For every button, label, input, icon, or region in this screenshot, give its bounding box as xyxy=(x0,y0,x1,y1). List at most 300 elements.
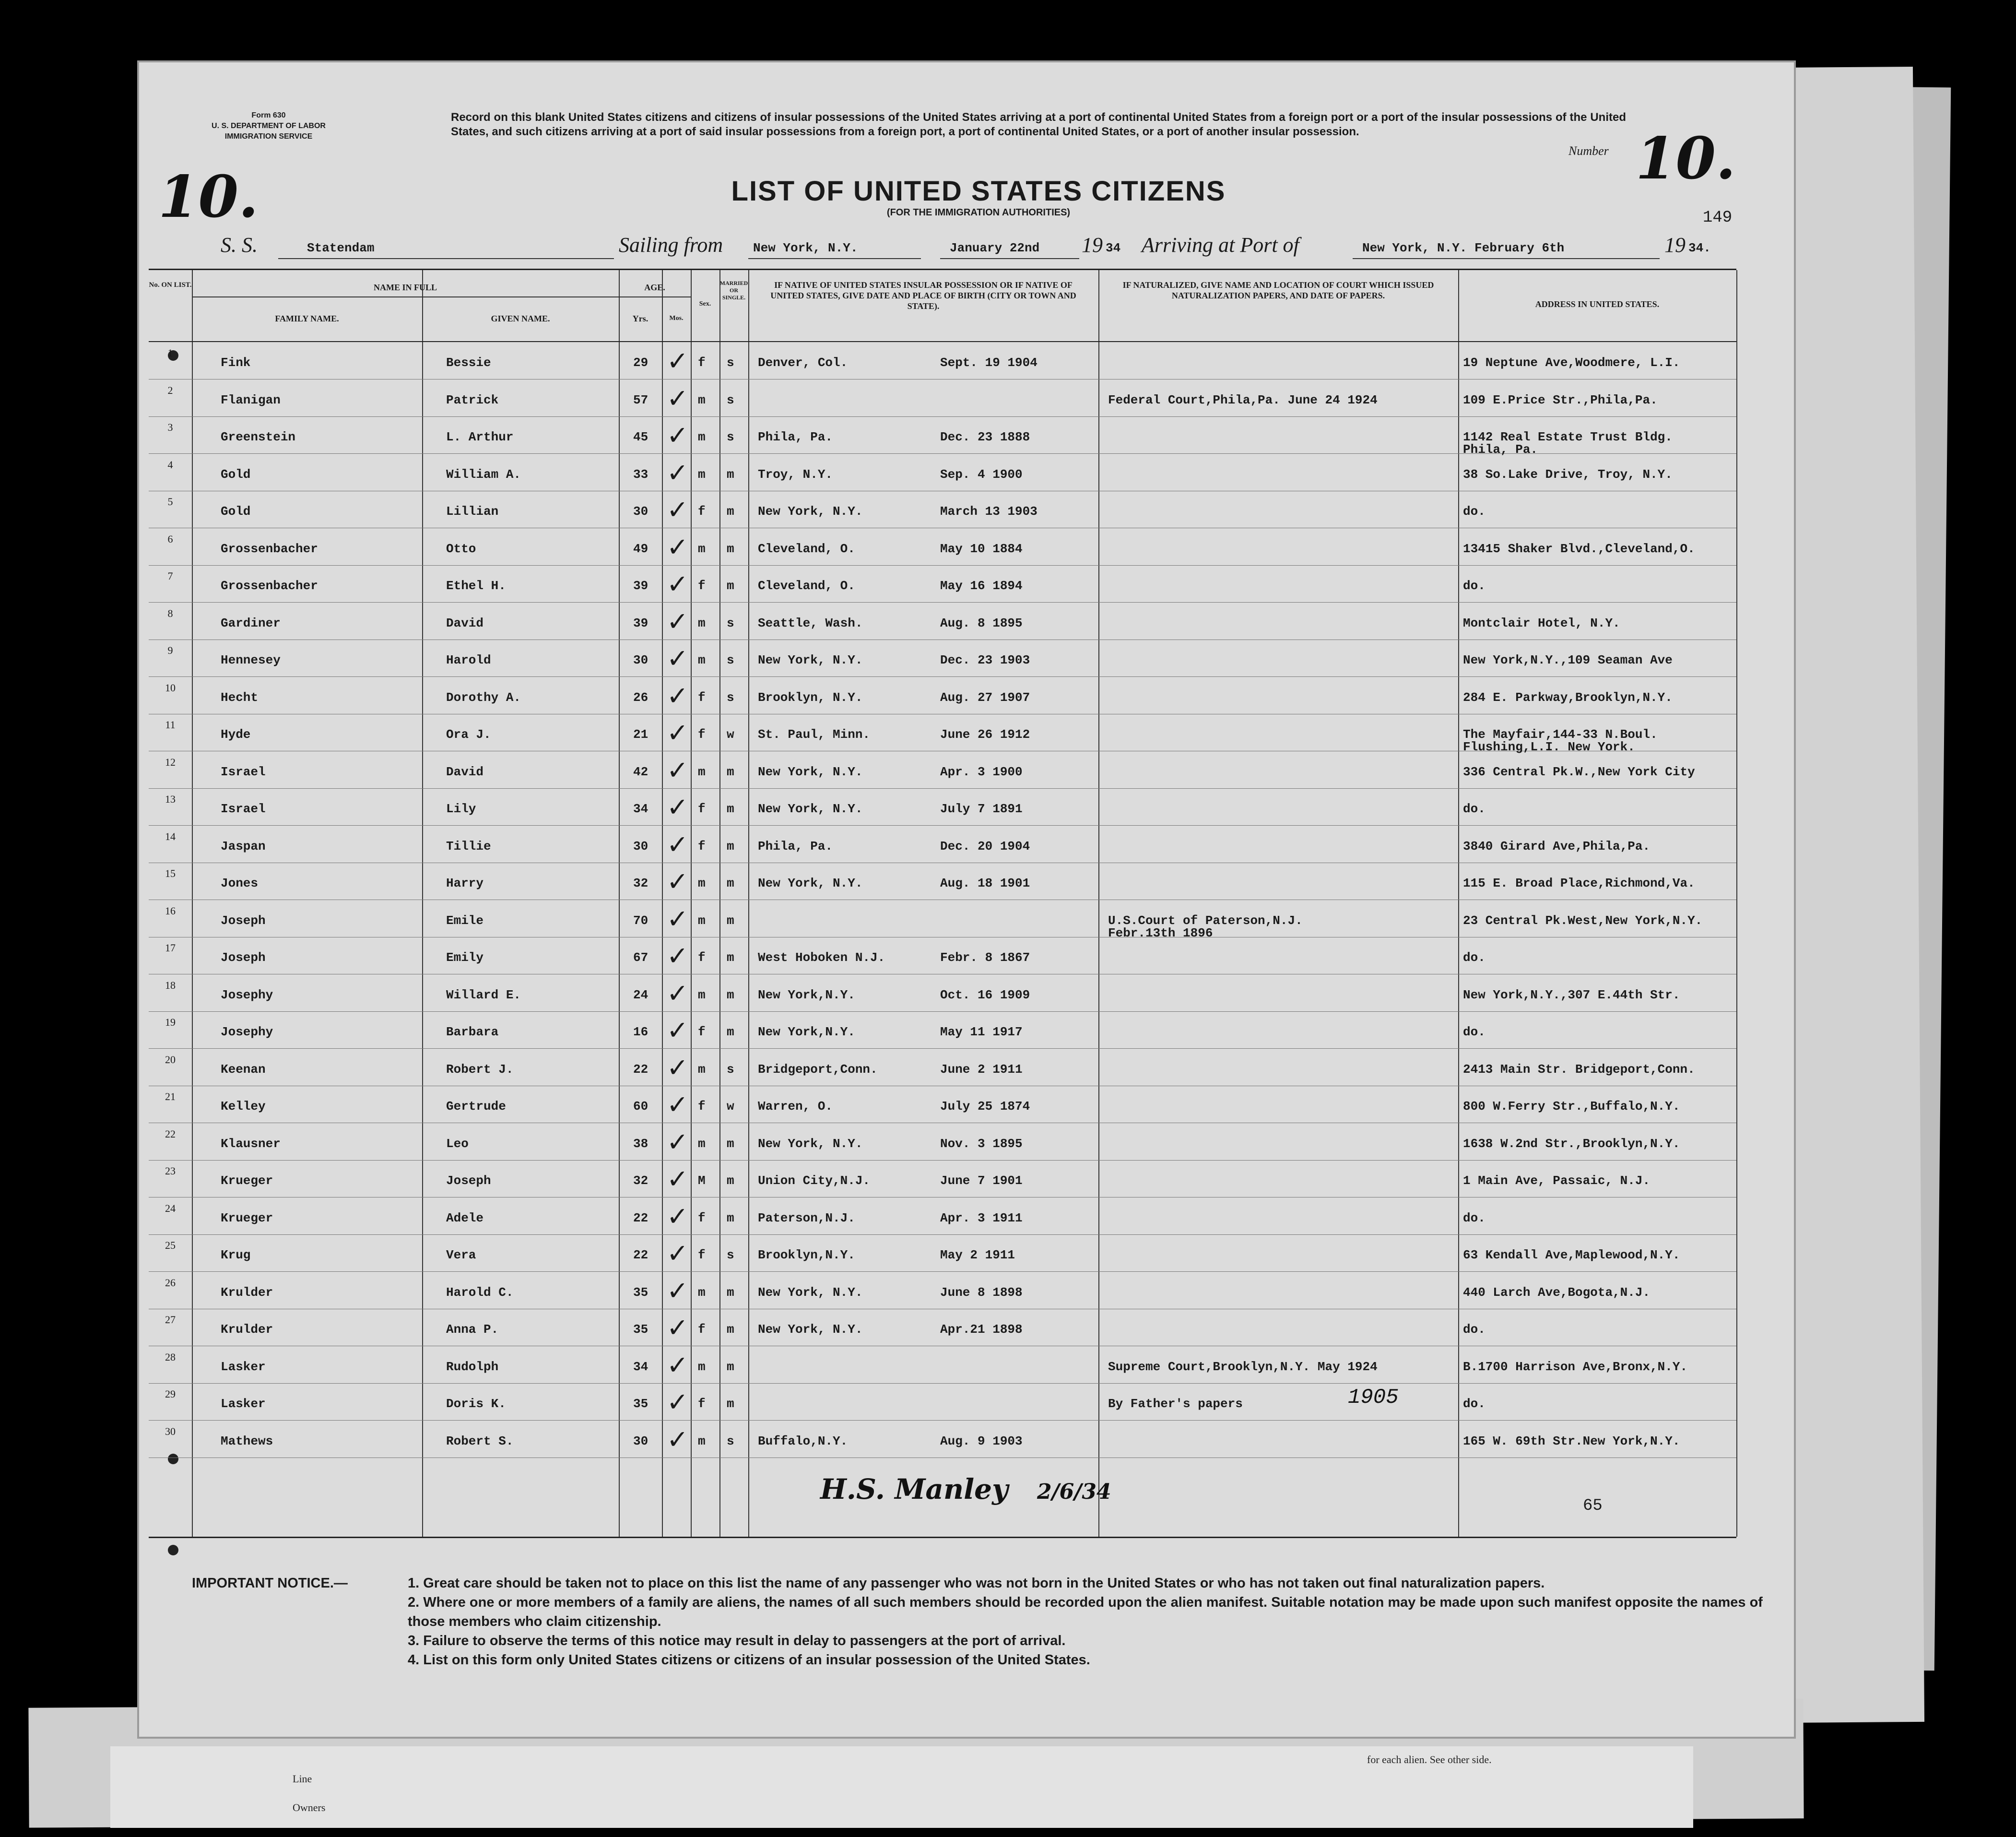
given-name-cell: Otto xyxy=(446,541,476,556)
family-name-cell: Gold xyxy=(221,504,251,519)
given-name-cell: Willard E. xyxy=(446,987,521,1002)
sex-cell: f xyxy=(698,1025,706,1039)
sex-cell: f xyxy=(698,1248,706,1262)
check-mark-icon: ✓ xyxy=(667,1164,689,1194)
table-row xyxy=(149,491,1736,528)
age-cell: 21 xyxy=(633,727,648,742)
birthplace-cell: Brooklyn, N.Y. xyxy=(758,690,863,705)
check-mark-icon: ✓ xyxy=(667,1313,689,1343)
row-number-cell: 1 xyxy=(167,347,173,359)
row-number-cell: 29 xyxy=(165,1388,176,1400)
age-cell: 16 xyxy=(633,1025,648,1039)
check-mark-icon: ✓ xyxy=(667,495,689,525)
birthplace-cell: Union City,N.J. xyxy=(758,1173,871,1188)
table-row xyxy=(149,826,1736,863)
given-name-cell: David xyxy=(446,764,484,779)
row-number-cell: 20 xyxy=(165,1053,176,1066)
table-row xyxy=(149,565,1736,603)
table-row xyxy=(149,1049,1736,1086)
birthplace-cell: New York,N.Y. xyxy=(758,1025,855,1039)
birthdate-cell: June 2 1911 xyxy=(940,1062,1023,1077)
address-cell: 284 E. Parkway,Brooklyn,N.Y. xyxy=(1463,690,1673,705)
header-naturalized: IF NATURALIZED, GIVE NAME AND LOCATION OF COURT WHICH ISSUED NATURALIZATION PAPERS, AND DATE OF PAPERS. xyxy=(1122,280,1434,300)
family-name-cell: Klausner xyxy=(221,1136,281,1151)
age-cell: 30 xyxy=(633,504,648,519)
family-name-cell: Keenan xyxy=(221,1062,266,1077)
row-number-cell: 27 xyxy=(165,1314,176,1326)
table-row xyxy=(149,1234,1736,1272)
address-cell: do. xyxy=(1463,950,1485,965)
birthdate-cell: June 7 1901 xyxy=(940,1173,1023,1188)
age-cell: 70 xyxy=(633,913,648,928)
birthplace-cell: New York, N.Y. xyxy=(758,802,863,816)
age-cell: 22 xyxy=(633,1248,648,1262)
birthdate-cell: Aug. 9 1903 xyxy=(940,1434,1023,1448)
number-value: 10. xyxy=(1636,125,1736,192)
marital-status-cell: s xyxy=(727,1062,734,1077)
birthdate-cell: May 2 1911 xyxy=(940,1248,1015,1262)
header-family: FAMILY NAME. xyxy=(275,314,339,323)
birthdate-cell: June 26 1912 xyxy=(940,727,1030,742)
naturalization-cell: By Father's papers xyxy=(1108,1397,1243,1411)
given-name-cell: Adele xyxy=(446,1210,484,1225)
signature xyxy=(820,1473,1111,1505)
header-given: GIVEN NAME. xyxy=(491,314,550,323)
year-prefix: 19 xyxy=(1082,233,1103,257)
given-name-cell: Gertrude xyxy=(446,1099,506,1114)
given-name-cell: Dorothy A. xyxy=(446,690,521,705)
sailing-year: 34 xyxy=(1106,241,1121,255)
birthplace-cell: Warren, O. xyxy=(758,1099,833,1114)
age-cell: 33 xyxy=(633,467,648,482)
marital-status-cell: s xyxy=(727,1434,734,1448)
row-number-cell: 13 xyxy=(165,793,176,805)
age-cell: 42 xyxy=(633,764,648,779)
age-cell: 39 xyxy=(633,616,648,630)
family-name-cell: Kelley xyxy=(221,1099,266,1114)
table-row xyxy=(149,1421,1736,1458)
address-cell: do. xyxy=(1463,1322,1485,1337)
notice-item-4: 4. List on this form only United States citizens or citizens of an insular possession of the United States. xyxy=(408,1652,1090,1668)
check-mark-icon: ✓ xyxy=(667,1387,689,1417)
family-name-cell: Krulder xyxy=(221,1285,273,1300)
row-number-cell: 24 xyxy=(165,1202,176,1214)
check-mark-icon: ✓ xyxy=(667,1090,689,1120)
birthplace-cell: New York, N.Y. xyxy=(758,653,863,667)
birthplace-cell: New York, N.Y. xyxy=(758,1136,863,1151)
naturalization-cell: Federal Court,Phila,Pa. June 24 1924 xyxy=(1108,392,1378,407)
marital-status-cell: m xyxy=(727,504,734,519)
family-name-cell: Grossenbacher xyxy=(221,541,318,556)
table-row xyxy=(149,640,1736,677)
sheet-mark: 10. xyxy=(158,163,259,231)
birthdate-cell: Nov. 3 1895 xyxy=(940,1136,1023,1151)
check-mark-icon: ✓ xyxy=(667,1015,689,1045)
age-cell: 35 xyxy=(633,1285,648,1300)
table-row xyxy=(149,788,1736,826)
sex-cell: m xyxy=(698,1062,706,1077)
header-age: AGE. xyxy=(644,283,665,292)
given-name-cell: Vera xyxy=(446,1248,476,1262)
sailing-date: January 22nd xyxy=(950,241,1040,255)
family-name-cell: Gardiner xyxy=(221,616,281,630)
given-name-cell: Harry xyxy=(446,876,484,890)
row-number-cell: 21 xyxy=(165,1090,176,1102)
family-name-cell: Flanigan xyxy=(221,392,281,407)
sex-cell: m xyxy=(698,392,706,407)
given-name-cell: Emile xyxy=(446,913,484,928)
address-cell: 1638 W.2nd Str.,Brooklyn,N.Y. xyxy=(1463,1136,1680,1151)
table-row xyxy=(149,416,1736,457)
sex-cell: m xyxy=(698,913,706,928)
family-name-cell: Fink xyxy=(221,356,251,370)
family-name-cell: Jones xyxy=(221,876,259,890)
address-cell-continued: Phila, Pa. xyxy=(1463,442,1538,457)
marital-status-cell: m xyxy=(727,764,734,779)
check-mark-icon: ✓ xyxy=(667,829,689,860)
sailing-label: Sailing from xyxy=(619,233,723,257)
form-identifier xyxy=(149,110,389,142)
address-cell: 38 So.Lake Drive, Troy, N.Y. xyxy=(1463,467,1673,482)
age-cell: 24 xyxy=(633,987,648,1002)
birthplace-cell: Brooklyn,N.Y. xyxy=(758,1248,855,1262)
birthplace-cell: Paterson,N.J. xyxy=(758,1210,855,1225)
sailing-from: New York, N.Y. xyxy=(753,241,858,255)
marital-status-cell: w xyxy=(727,1099,734,1114)
marital-status-cell: s xyxy=(727,430,734,444)
signature-date: 2/6/34 xyxy=(1037,1480,1111,1504)
check-mark-icon: ✓ xyxy=(667,680,689,711)
family-name-cell: Krulder xyxy=(221,1322,273,1337)
birthplace-cell: Phila, Pa. xyxy=(758,430,833,444)
address-cell: B.1700 Harrison Ave,Bronx,N.Y. xyxy=(1463,1359,1688,1374)
ss-label: S. S. xyxy=(221,233,258,257)
age-cell: 30 xyxy=(633,653,648,667)
row-number-cell: 3 xyxy=(167,421,173,433)
check-mark-icon: ✓ xyxy=(667,420,689,450)
birthplace-cell: New York, N.Y. xyxy=(758,876,863,890)
given-name-cell: Robert S. xyxy=(446,1434,514,1448)
table-row xyxy=(149,528,1736,566)
table-row xyxy=(149,1011,1736,1049)
age-cell: 29 xyxy=(633,356,648,370)
birthdate-cell: Apr. 3 1900 xyxy=(940,764,1023,779)
sex-cell: f xyxy=(698,579,706,593)
line-label: Line xyxy=(293,1773,312,1785)
row-number-cell: 9 xyxy=(167,644,173,656)
address-cell: 1142 Real Estate Trust Bldg. xyxy=(1463,430,1673,444)
check-mark-icon: ✓ xyxy=(667,643,689,674)
birthplace-cell: Bridgeport,Conn. xyxy=(758,1062,878,1077)
table-row xyxy=(149,1160,1736,1197)
address-cell: 2413 Main Str. Bridgeport,Conn. xyxy=(1463,1062,1695,1077)
birthdate-cell: Sept. 19 1904 xyxy=(940,356,1037,370)
marital-status-cell: m xyxy=(727,987,734,1002)
sex-cell: m xyxy=(698,467,706,482)
table-row xyxy=(149,937,1736,974)
sex-cell: m xyxy=(698,541,706,556)
record-instructions: Record on this blank United States citizens and citizens of insular possessions of the United States arriving at a port of continental United States from a foreign port or a port of the insular possessions of the United States, and such citizens arriving at a port of said insular possessions from a foreign port, a port of continental United States, or a port of another insular possession. xyxy=(451,111,1626,138)
check-mark-icon: ✓ xyxy=(667,1350,689,1380)
row-number-cell: 2 xyxy=(167,384,173,396)
age-cell: 60 xyxy=(633,1099,648,1114)
age-cell: 45 xyxy=(633,430,648,444)
check-mark-icon: ✓ xyxy=(667,569,689,599)
age-cell: 34 xyxy=(633,802,648,816)
stamp-number: 149 xyxy=(1703,209,1733,227)
check-mark-icon: ✓ xyxy=(667,718,689,748)
address-cell: 13415 Shaker Blvd.,Cleveland,O. xyxy=(1463,541,1695,556)
handwritten-year: 1905 xyxy=(1348,1386,1399,1410)
given-name-cell: Joseph xyxy=(446,1173,491,1188)
row-number-cell: 17 xyxy=(165,942,176,954)
address-cell: New York,N.Y.,307 E.44th Str. xyxy=(1463,987,1680,1002)
marital-status-cell: m xyxy=(727,913,734,928)
birthdate-cell: July 25 1874 xyxy=(940,1099,1030,1114)
table-row xyxy=(149,1383,1736,1421)
marital-status-cell: s xyxy=(727,653,734,667)
check-mark-icon: ✓ xyxy=(667,792,689,822)
address-cell: 1 Main Ave, Passaic, N.J. xyxy=(1463,1173,1651,1188)
table-row xyxy=(149,342,1736,379)
sex-cell: m xyxy=(698,1434,706,1448)
marital-status-cell: m xyxy=(727,1210,734,1225)
age-cell: 49 xyxy=(633,541,648,556)
birthdate-cell: Oct. 16 1909 xyxy=(940,987,1030,1002)
birthplace-cell: Seattle, Wash. xyxy=(758,616,863,630)
marital-status-cell: m xyxy=(727,1136,734,1151)
given-name-cell: Ora J. xyxy=(446,727,491,742)
notice-item-3: 3. Failure to observe the terms of this notice may result in delay to passengers at the port of arrival. xyxy=(408,1633,1066,1648)
table-row xyxy=(149,677,1736,714)
marital-status-cell: m xyxy=(727,1322,734,1337)
family-name-cell: Krueger xyxy=(221,1210,273,1225)
age-cell: 22 xyxy=(633,1210,648,1225)
notice-heading: IMPORTANT NOTICE.— xyxy=(192,1576,348,1591)
birthdate-cell: Aug. 8 1895 xyxy=(940,616,1023,630)
birthdate-cell: Aug. 27 1907 xyxy=(940,690,1030,705)
naturalization-cell: Supreme Court,Brooklyn,N.Y. May 1924 xyxy=(1108,1359,1378,1374)
address-cell: 109 E.Price Str.,Phila,Pa. xyxy=(1463,392,1658,407)
address-cell: New York,N.Y.,109 Seaman Ave xyxy=(1463,653,1673,667)
check-mark-icon: ✓ xyxy=(667,1238,689,1268)
age-cell: 26 xyxy=(633,690,648,705)
naturalization-cell: U.S.Court of Paterson,N.J. xyxy=(1108,913,1303,928)
table-row xyxy=(149,974,1736,1012)
form-number: Form 630 xyxy=(251,111,286,119)
table-row xyxy=(149,1086,1736,1123)
sex-cell: f xyxy=(698,504,706,519)
row-number-cell: 5 xyxy=(167,496,173,508)
address-cell: do. xyxy=(1463,579,1485,593)
birthdate-cell: Sep. 4 1900 xyxy=(940,467,1023,482)
birthplace-cell: New York, N.Y. xyxy=(758,1322,863,1337)
year-prefix: 19 xyxy=(1664,233,1686,257)
sex-cell: f xyxy=(698,727,706,742)
header-married: MARRIED OR SINGLE. xyxy=(719,280,748,301)
given-name-cell: Doris K. xyxy=(446,1397,506,1411)
marital-status-cell: m xyxy=(727,541,734,556)
owners-label: Owners xyxy=(293,1801,326,1813)
family-name-cell: Hyde xyxy=(221,727,251,742)
birthplace-cell: Troy, N.Y. xyxy=(758,467,833,482)
table-row xyxy=(149,863,1736,900)
sex-cell: m xyxy=(698,1285,706,1300)
marital-status-cell: m xyxy=(727,839,734,853)
notice-item-1: 1. Great care should be taken not to place on this list the name of any passenger who was not born in the United States or who has not taken out final naturalization papers. xyxy=(408,1576,1545,1591)
row-number-cell: 16 xyxy=(165,904,176,917)
address-cell: do. xyxy=(1463,504,1485,519)
arriving-label: Arriving at Port of xyxy=(1142,233,1299,257)
sex-cell: m xyxy=(698,1136,706,1151)
given-name-cell: Anna P. xyxy=(446,1322,499,1337)
family-name-cell: Joseph xyxy=(221,913,266,928)
age-cell: 22 xyxy=(633,1062,648,1077)
birthplace-cell: New York, N.Y. xyxy=(758,1285,863,1300)
row-number-cell: 7 xyxy=(167,570,173,582)
table-row xyxy=(149,751,1736,789)
given-name-cell: L. Arthur xyxy=(446,430,514,444)
marital-status-cell: m xyxy=(727,1173,734,1188)
family-name-cell: Lasker xyxy=(221,1397,266,1411)
table-row xyxy=(149,1123,1736,1161)
family-name-cell: Joseph xyxy=(221,950,266,965)
birthdate-cell: July 7 1891 xyxy=(940,802,1023,816)
family-name-cell: Lasker xyxy=(221,1359,266,1374)
birthplace-cell: New York,N.Y. xyxy=(758,987,855,1002)
service: IMMIGRATION SERVICE xyxy=(224,132,313,141)
marital-status-cell: s xyxy=(727,690,734,705)
given-name-cell: Tillie xyxy=(446,839,491,853)
age-cell: 35 xyxy=(633,1397,648,1411)
sex-cell: m xyxy=(698,430,706,444)
sex-cell: f xyxy=(698,1099,706,1114)
birthplace-cell: West Hoboken N.J. xyxy=(758,950,885,965)
family-name-cell: Israel xyxy=(221,764,266,779)
given-name-cell: Ethel H. xyxy=(446,579,506,593)
sex-cell: m xyxy=(698,876,706,890)
row-number-cell: 23 xyxy=(165,1165,176,1177)
row-number-cell: 15 xyxy=(165,867,176,879)
check-mark-icon: ✓ xyxy=(667,606,689,637)
birthplace-cell: Cleveland, O. xyxy=(758,579,855,593)
sex-cell: f xyxy=(698,356,706,370)
notice-item-2: 2. Where one or more members of a family are aliens, the names of all such members should be recorded upon the alien manifest. Suitable notation may be made upon such manifest opposite the names of those members who claim citizenship. xyxy=(408,1595,1763,1629)
address-cell: 336 Central Pk.W.,New York City xyxy=(1463,764,1695,779)
punch-hole xyxy=(168,1545,178,1555)
table-row xyxy=(149,1197,1736,1235)
address-cell: do. xyxy=(1463,1025,1485,1039)
check-mark-icon: ✓ xyxy=(667,978,689,1008)
check-mark-icon: ✓ xyxy=(667,941,689,971)
header-sex: Sex. xyxy=(699,300,711,308)
each-alien-note: for each alien. See other side. xyxy=(1367,1754,1492,1766)
given-name-cell: Harold C. xyxy=(446,1285,514,1300)
underlying-page xyxy=(110,1746,1693,1828)
given-name-cell: Emily xyxy=(446,950,484,965)
family-name-cell: Krug xyxy=(221,1248,251,1262)
marital-status-cell: w xyxy=(727,727,734,742)
table-row xyxy=(149,379,1736,417)
age-cell: 32 xyxy=(633,876,648,890)
given-name-cell: Robert J. xyxy=(446,1062,514,1077)
row-number-cell: 8 xyxy=(167,607,173,619)
header-name: NAME IN FULL xyxy=(373,283,437,292)
given-name-cell: Harold xyxy=(446,653,491,667)
address-cell: 800 W.Ferry Str.,Buffalo,N.Y. xyxy=(1463,1099,1680,1114)
birthdate-cell: May 11 1917 xyxy=(940,1025,1023,1039)
check-mark-icon: ✓ xyxy=(667,457,689,488)
sex-cell: m xyxy=(698,1359,706,1374)
sex-cell: M xyxy=(698,1173,706,1188)
age-cell: 34 xyxy=(633,1359,648,1374)
table-row xyxy=(149,1346,1736,1384)
sex-cell: f xyxy=(698,1397,706,1411)
check-mark-icon: ✓ xyxy=(667,755,689,785)
sex-cell: f xyxy=(698,802,706,816)
table-row xyxy=(149,900,1736,940)
check-mark-icon: ✓ xyxy=(667,1275,689,1306)
row-number-cell: 10 xyxy=(165,681,176,694)
sex-cell: f xyxy=(698,1210,706,1225)
marital-status-cell: m xyxy=(727,950,734,965)
row-number-cell: 19 xyxy=(165,1016,176,1028)
row-number-cell: 28 xyxy=(165,1351,176,1363)
family-name-cell: Hennesey xyxy=(221,653,281,667)
table-row xyxy=(149,1272,1736,1309)
check-mark-icon: ✓ xyxy=(667,383,689,414)
birthdate-cell: March 13 1903 xyxy=(940,504,1037,519)
birthdate-cell: Apr.21 1898 xyxy=(940,1322,1023,1337)
age-cell: 32 xyxy=(633,1173,648,1188)
family-name-cell: Josephy xyxy=(221,1025,273,1039)
number-label: Number xyxy=(1568,144,1609,158)
sex-cell: f xyxy=(698,950,706,965)
header-mos: Mos. xyxy=(669,315,684,322)
birthplace-cell: Cleveland, O. xyxy=(758,541,855,556)
department: U. S. DEPARTMENT OF LABOR xyxy=(212,122,326,130)
row-number-cell: 6 xyxy=(167,533,173,545)
marital-status-cell: m xyxy=(727,1359,734,1374)
given-name-cell: Lillian xyxy=(446,504,499,519)
birthplace-cell: Buffalo,N.Y. xyxy=(758,1434,848,1448)
row-number-cell: 12 xyxy=(165,756,176,768)
row-number-cell: 4 xyxy=(167,458,173,471)
birthplace-cell: St. Paul, Minn. xyxy=(758,727,871,742)
given-name-cell: William A. xyxy=(446,467,521,482)
family-name-cell: Mathews xyxy=(221,1434,273,1448)
birthplace-cell: New York, N.Y. xyxy=(758,764,863,779)
row-number-cell: 11 xyxy=(165,719,176,731)
page-title: LIST OF UNITED STATES CITIZENS xyxy=(731,176,1226,207)
given-name-cell: Patrick xyxy=(446,392,499,407)
address-cell: 19 Neptune Ave,Woodmere, L.I. xyxy=(1463,356,1680,370)
check-mark-icon: ✓ xyxy=(667,1052,689,1083)
row-number-cell: 30 xyxy=(165,1425,176,1437)
row-number-cell: 26 xyxy=(165,1276,176,1289)
ship-name: Statendam xyxy=(307,241,375,255)
manifest-page xyxy=(139,62,1794,1737)
page-number: 65 xyxy=(1583,1497,1603,1515)
row-number-cell: 14 xyxy=(165,830,176,842)
marital-status-cell: m xyxy=(727,876,734,890)
voyage-line xyxy=(221,230,1756,264)
given-name-cell: David xyxy=(446,616,484,630)
address-cell: do. xyxy=(1463,802,1485,816)
marital-status-cell: m xyxy=(727,1285,734,1300)
check-mark-icon: ✓ xyxy=(667,866,689,897)
family-name-cell: Jaspan xyxy=(221,839,266,853)
